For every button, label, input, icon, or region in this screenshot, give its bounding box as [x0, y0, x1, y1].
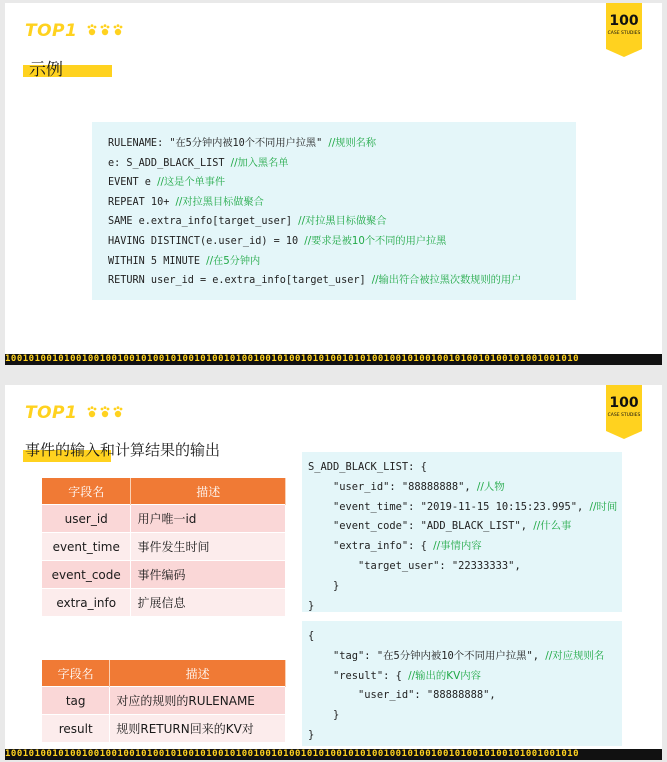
code-line [108, 232, 576, 252]
code-line [308, 726, 622, 746]
top1-logo [25, 403, 77, 421]
field-desc: 事件发生时间 [131, 533, 286, 561]
code-text: "user_id": "88888888", [308, 689, 496, 702]
case-studies-badge [606, 3, 642, 57]
code-line [308, 577, 622, 597]
event-fields-table [42, 478, 286, 616]
code-line [308, 597, 622, 617]
field-desc: 事件编码 [131, 561, 286, 589]
slide-input-output [5, 385, 662, 760]
column-header-field: 字段名 [42, 660, 110, 687]
table-row [42, 715, 286, 743]
code-text: SAME e.extra_info[target_user] [108, 216, 299, 228]
badge-number: 100 [609, 395, 639, 411]
code-text: "user_id": "88888888", [308, 480, 477, 493]
field-desc: 对应的规则的RULENAME [110, 687, 286, 715]
output-fields-table [42, 660, 286, 742]
field-name: user_id [42, 505, 131, 533]
code-text: "result": { [308, 669, 409, 682]
code-text: "tag": "在5分钟内被10个不同用户拉黑", [308, 649, 546, 662]
paw-icon [87, 23, 127, 37]
field-desc: 扩展信息 [131, 589, 286, 617]
column-header-desc: 描述 [110, 660, 286, 687]
table-row [42, 561, 286, 589]
section-title-part1: 事件的输入 [25, 441, 101, 459]
code-comment: //对拉黑目标做聚合 [175, 196, 264, 208]
field-name: extra_info [42, 589, 131, 617]
code-line [308, 498, 622, 518]
input-event-code-block [302, 452, 622, 612]
column-header-field: 字段名 [42, 478, 131, 505]
code-text: } [308, 709, 340, 722]
code-text: } [308, 728, 315, 741]
code-comment: //要求是被10个不同的用户拉黑 [304, 235, 447, 247]
code-comment: //事情内容 [433, 540, 482, 553]
field-name: tag [42, 687, 110, 715]
logo-text: TOP1 [25, 403, 78, 423]
paw-icon [87, 405, 127, 419]
field-name: result [42, 715, 110, 743]
code-text: } [308, 599, 315, 612]
code-text: EVENT e [108, 177, 158, 189]
code-text: WITHIN 5 MINUTE [108, 255, 207, 267]
section-title-part2: 和计算结果的输出 [100, 441, 221, 459]
field-desc: 用户唯一id [131, 505, 286, 533]
code-comment: //在5分钟内 [206, 255, 261, 267]
code-line [308, 706, 622, 726]
top1-logo [25, 21, 77, 39]
code-comment: //时间 [589, 500, 618, 513]
code-line [308, 647, 622, 667]
code-comment: //这是个单事件 [157, 177, 226, 189]
code-line [308, 686, 622, 706]
code-text: HAVING DISTINCT(e.user_id) = 10 [108, 235, 305, 247]
badge-number: 100 [609, 13, 639, 29]
code-line [308, 478, 622, 498]
code-comment: //对拉黑目标做聚合 [298, 216, 387, 228]
code-line [308, 667, 622, 687]
code-comment: //输出符合被拉黑次数规则的用户 [371, 275, 522, 287]
rule-code-block [92, 122, 576, 300]
code-text: "extra_info": { [308, 540, 434, 553]
code-text: RULENAME: "在5分钟内被10个不同用户拉黑" [108, 138, 329, 149]
code-line [308, 537, 622, 557]
badge-caption: CASE STUDIES [607, 413, 641, 418]
code-text: "event_code": "ADD_BLACK_LIST", [308, 520, 534, 533]
code-comment: //输出的KV内容 [408, 669, 481, 682]
binary-strip: 1001010010100100100100101001010010100101001001010010101001010100100101001001010010100101001001010 [5, 749, 662, 760]
code-text: } [308, 579, 340, 592]
code-line [108, 173, 576, 193]
table-row [42, 533, 286, 561]
code-line [108, 212, 576, 232]
code-text: "event_time": "2019-11-15 10:15:23.995", [308, 500, 590, 513]
table-row [42, 687, 286, 715]
code-comment: //规则名称 [328, 138, 377, 149]
output-result-code-block [302, 621, 622, 746]
code-comment: //什么事 [533, 520, 572, 533]
code-line [308, 627, 622, 647]
section-title [25, 439, 220, 460]
page-title: 示例 [29, 60, 63, 80]
code-comment: //加入黑名单 [230, 157, 289, 169]
slide-example [5, 3, 662, 365]
code-text: "target_user": "22333333", [308, 559, 521, 572]
code-line [308, 557, 622, 577]
logo-text: TOP1 [25, 21, 78, 41]
code-line [108, 154, 576, 174]
column-header-desc: 描述 [131, 478, 286, 505]
binary-strip: 1001010010100100100100101001010010100101001001010010101001010100100101001001010010100101001001010 [5, 354, 662, 365]
code-text: e: S_ADD_BLACK_LIST [108, 157, 231, 169]
code-text: RETURN user_id = e.extra_info[target_user] [108, 275, 372, 287]
code-line [308, 517, 622, 537]
table-row [42, 589, 286, 617]
code-line [108, 271, 576, 291]
code-comment: //对应规则名 [545, 649, 605, 662]
code-comment: //人物 [476, 480, 505, 493]
code-line [108, 252, 576, 272]
code-line [108, 134, 576, 154]
code-text: { [308, 630, 315, 642]
badge-caption: CASE STUDIES [607, 31, 641, 36]
code-line [108, 193, 576, 213]
code-text: S_ADD_BLACK_LIST: { [308, 461, 427, 473]
field-name: event_code [42, 561, 131, 589]
code-line [308, 458, 622, 478]
field-name: event_time [42, 533, 131, 561]
field-desc: 规则RETURN回来的KV对 [110, 715, 286, 743]
table-row [42, 505, 286, 533]
code-text: REPEAT 10+ [108, 196, 176, 208]
case-studies-badge [606, 385, 642, 439]
